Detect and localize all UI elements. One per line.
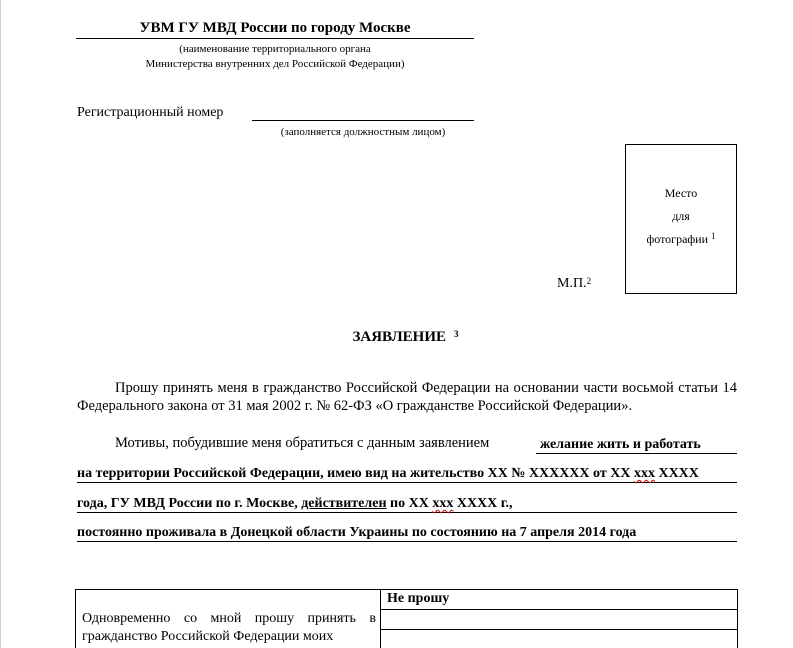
- photo-placeholder: [625, 144, 737, 294]
- motive-text: года, ГУ МВД России по г. Москве,: [77, 496, 302, 511]
- table-option-cell[interactable]: Не прошу: [381, 590, 738, 610]
- table-left-cell: Одновременно со мной прошу принять в гражданство Российской Федерации моих: [76, 590, 381, 648]
- authority-hint-line1: (наименование территориального органа: [179, 43, 371, 55]
- family-members-table: [75, 589, 738, 648]
- title-text: ЗАЯВЛЕНИЕ: [352, 329, 447, 345]
- spellcheck-word: xxx: [633, 466, 655, 481]
- stamp-label: М.П.: [557, 276, 587, 291]
- motive-text: на территории Российской Федерации, имею вид на жительство XX № XXXXXX от XX: [77, 466, 634, 481]
- authority-hint: [76, 42, 474, 72]
- motive-text: XXXX г.,: [453, 496, 513, 511]
- underlined-word: действителен: [301, 496, 387, 511]
- motive-line-3[interactable]: [77, 495, 737, 513]
- registration-number-field[interactable]: [252, 120, 474, 121]
- document-title: [0, 327, 793, 347]
- table-row: [76, 590, 738, 610]
- motives-label: Мотивы, побудившие меня обратиться с данным заявлением: [115, 435, 490, 451]
- request-paragraph: Прошу принять меня в гражданство Российской Федерации на основании части восьмой статьи 14 Федерального закона от 31 мая 2002 г. № 62-ФЗ «О гражданстве Российской Федерации».: [77, 380, 737, 414]
- spellcheck-word: xxx: [432, 496, 454, 511]
- stamp-place: [557, 275, 591, 293]
- registration-number-hint: (заполняется должностным лицом): [280, 126, 446, 138]
- table-option-cell[interactable]: [381, 610, 738, 630]
- photo-label-line3: [626, 228, 736, 251]
- stamp-footnote: 2: [586, 276, 592, 286]
- authority-hint-line2: Министерства внутренних дел Российской Федерации): [145, 58, 405, 70]
- table-option-cell[interactable]: [381, 630, 738, 648]
- motive-text: по XX: [386, 496, 433, 511]
- page-left-border: [0, 0, 1, 648]
- title-footnote: 3: [454, 329, 459, 339]
- motive-text: XXXX: [654, 466, 699, 481]
- authority-name: УВМ ГУ МВД России по городу Москве: [76, 19, 474, 39]
- photo-label-line1: Место: [664, 186, 698, 200]
- motive-line-1[interactable]: желание жить и работать: [536, 436, 737, 454]
- photo-footnote: 1: [711, 231, 716, 241]
- motive-line-4[interactable]: постоянно проживала в Донецкой области Украины по состоянию на 7 апреля 2014 года: [77, 524, 737, 542]
- motive-line-2[interactable]: [77, 465, 737, 483]
- photo-label-line2: для: [672, 209, 690, 223]
- registration-number-label: Регистрационный номер: [77, 105, 224, 120]
- photo-label-text: фотографии: [646, 232, 709, 246]
